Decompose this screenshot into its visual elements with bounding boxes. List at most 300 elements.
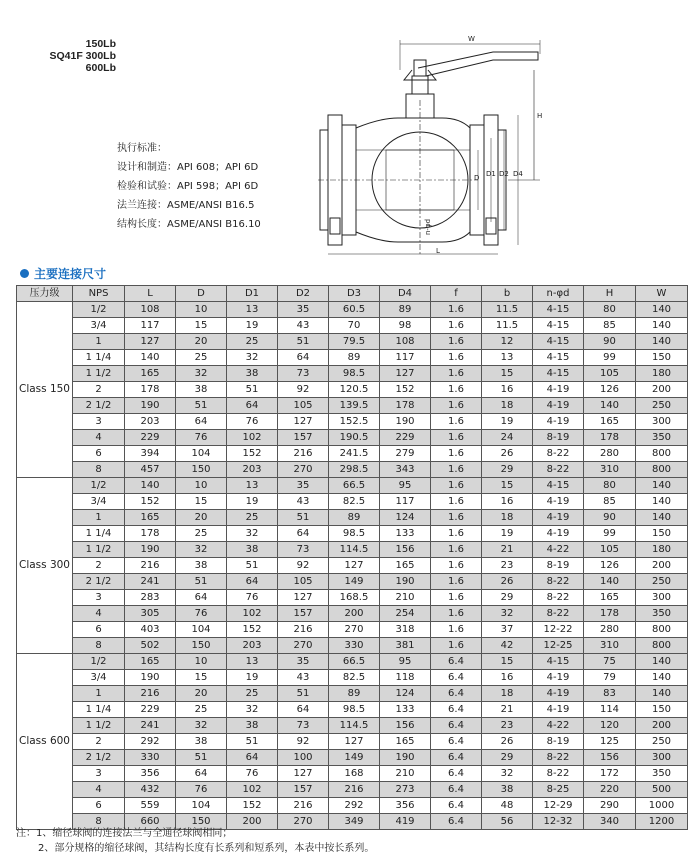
table-cell: 178	[125, 382, 176, 398]
dim-l-label: L	[436, 247, 440, 255]
table-cell: 125	[584, 734, 636, 750]
table-cell: 105	[278, 398, 329, 414]
model-designation	[46, 38, 116, 74]
table-cell: 1.6	[431, 494, 482, 510]
table-cell: 126	[584, 382, 636, 398]
table-cell: 1 1/4	[73, 350, 125, 366]
table-cell: 1/2	[73, 302, 125, 318]
table-cell: 20	[176, 686, 227, 702]
table-cell: 165	[125, 510, 176, 526]
table-cell: 241.5	[329, 446, 380, 462]
table-row	[17, 398, 688, 414]
table-cell: 229	[125, 430, 176, 446]
table-cell: 200	[636, 382, 688, 398]
header-cell: b	[482, 286, 533, 302]
table-cell: 76	[176, 606, 227, 622]
table-cell: 127	[125, 334, 176, 350]
table-cell: 118	[380, 670, 431, 686]
table-cell: 127	[278, 590, 329, 606]
table-cell: 25	[176, 702, 227, 718]
table-cell: 152	[227, 446, 278, 462]
table-cell: 8	[73, 638, 125, 654]
table-row	[17, 542, 688, 558]
table-cell: 140	[125, 478, 176, 494]
dim-d-label: D	[474, 174, 480, 182]
table-cell: 79	[584, 670, 636, 686]
table-cell: 23	[482, 718, 533, 734]
table-cell: 8-19	[533, 558, 584, 574]
header-cell: D4	[380, 286, 431, 302]
table-header-row	[17, 286, 688, 302]
table-cell: 1.6	[431, 398, 482, 414]
table-cell: 1	[73, 510, 125, 526]
table-cell: 180	[636, 366, 688, 382]
table-cell: 6	[73, 622, 125, 638]
table-cell: 292	[125, 734, 176, 750]
table-cell: 157	[278, 606, 329, 622]
table-cell: 203	[227, 462, 278, 478]
table-cell: 190	[380, 574, 431, 590]
table-cell: 1.6	[431, 574, 482, 590]
header-cell: H	[584, 286, 636, 302]
table-cell: 25	[176, 350, 227, 366]
table-cell: 203	[227, 638, 278, 654]
table-cell: 26	[482, 574, 533, 590]
table-cell: 18	[482, 510, 533, 526]
table-cell: 4	[73, 782, 125, 798]
table-cell: 210	[380, 766, 431, 782]
table-cell: 4-19	[533, 382, 584, 398]
table-cell: 6.4	[431, 814, 482, 830]
table-cell: 20	[176, 510, 227, 526]
table-cell: 190	[380, 414, 431, 430]
table-cell: 2	[73, 734, 125, 750]
table-cell: 200	[329, 606, 380, 622]
model-line-300: SQ41F 300Lb	[49, 50, 116, 62]
table-cell: 150	[176, 462, 227, 478]
table-row	[17, 430, 688, 446]
table-row	[17, 382, 688, 398]
table-cell: 85	[584, 494, 636, 510]
table-cell: 6	[73, 446, 125, 462]
header-cell: W	[636, 286, 688, 302]
table-cell: 4-19	[533, 494, 584, 510]
table-cell: 157	[278, 430, 329, 446]
table-cell: 1	[73, 334, 125, 350]
table-row	[17, 334, 688, 350]
table-cell: 1 1/2	[73, 718, 125, 734]
table-cell: 120	[584, 718, 636, 734]
table-cell: 15	[482, 478, 533, 494]
table-cell: 117	[380, 350, 431, 366]
header-cell: 压力级	[17, 286, 73, 302]
table-cell: 3	[73, 766, 125, 782]
table-cell: 6.4	[431, 670, 482, 686]
table-cell: 64	[227, 750, 278, 766]
standard-flange: 法兰连接：ASME/ANSI B16.5	[117, 200, 255, 211]
table-cell: 4-19	[533, 686, 584, 702]
table-cell: 2 1/2	[73, 574, 125, 590]
table-cell: 73	[278, 718, 329, 734]
table-row	[17, 638, 688, 654]
table-cell: 37	[482, 622, 533, 638]
table-cell: 4-19	[533, 526, 584, 542]
table-cell: 270	[329, 622, 380, 638]
table-cell: 305	[125, 606, 176, 622]
table-cell: 318	[380, 622, 431, 638]
table-cell: 1 1/4	[73, 526, 125, 542]
table-cell: 15	[176, 670, 227, 686]
table-cell: 4	[73, 606, 125, 622]
table-cell: 168	[329, 766, 380, 782]
table-cell: 6.4	[431, 766, 482, 782]
table-cell: 150	[636, 526, 688, 542]
table-cell: 38	[176, 734, 227, 750]
table-cell: 8-22	[533, 606, 584, 622]
table-cell: 12	[482, 334, 533, 350]
header-cell: D1	[227, 286, 278, 302]
table-cell: 4-15	[533, 654, 584, 670]
table-row	[17, 622, 688, 638]
table-cell: 1000	[636, 798, 688, 814]
table-cell: 1.6	[431, 382, 482, 398]
standard-design: 设计和制造：API 608；API 6D	[117, 162, 259, 173]
table-cell: 1.6	[431, 446, 482, 462]
table-cell: 3	[73, 590, 125, 606]
table-cell: 92	[278, 382, 329, 398]
table-cell: 76	[176, 430, 227, 446]
table-cell: 178	[584, 430, 636, 446]
table-cell: 35	[278, 302, 329, 318]
table-cell: 4-15	[533, 350, 584, 366]
dim-nphid-label: n-φd	[424, 218, 432, 235]
table-cell: 35	[278, 654, 329, 670]
table-cell: 12-22	[533, 622, 584, 638]
table-cell: 126	[584, 558, 636, 574]
table-cell: 3/4	[73, 318, 125, 334]
table-cell: 290	[584, 798, 636, 814]
table-cell: 117	[380, 494, 431, 510]
table-cell: 150	[176, 638, 227, 654]
table-cell: 559	[125, 798, 176, 814]
table-cell: 457	[125, 462, 176, 478]
table-row	[17, 510, 688, 526]
table-cell: 190	[125, 670, 176, 686]
valve-drawing	[318, 30, 558, 255]
table-cell: 310	[584, 638, 636, 654]
table-cell: 104	[176, 446, 227, 462]
table-cell: 8-22	[533, 446, 584, 462]
table-cell: 152	[380, 382, 431, 398]
table-cell: 8-25	[533, 782, 584, 798]
table-cell: 190	[380, 750, 431, 766]
table-cell: 127	[278, 414, 329, 430]
table-cell: 270	[278, 814, 329, 830]
table-cell: 114.5	[329, 542, 380, 558]
table-cell: 1.6	[431, 366, 482, 382]
table-cell: 4-19	[533, 510, 584, 526]
table-cell: 4-19	[533, 414, 584, 430]
table-cell: 108	[125, 302, 176, 318]
table-cell: 70	[329, 318, 380, 334]
header-cell: D2	[278, 286, 329, 302]
table-cell: 10	[176, 478, 227, 494]
dim-h-label: H	[537, 112, 543, 120]
table-cell: 51	[227, 382, 278, 398]
table-cell: 190	[125, 398, 176, 414]
table-cell: 98.5	[329, 526, 380, 542]
table-cell: 200	[636, 718, 688, 734]
table-cell: 270	[278, 462, 329, 478]
table-cell: 76	[227, 414, 278, 430]
table-cell: 1.6	[431, 542, 482, 558]
table-cell: 4-15	[533, 366, 584, 382]
table-cell: 3/4	[73, 494, 125, 510]
table-cell: 140	[125, 350, 176, 366]
table-row	[17, 782, 688, 798]
table-cell: 32	[227, 702, 278, 718]
table-cell: 8-22	[533, 766, 584, 782]
table-cell: 51	[278, 510, 329, 526]
table-cell: 85	[584, 318, 636, 334]
table-cell: 292	[329, 798, 380, 814]
pressure-class-cell: Class 150	[17, 302, 73, 478]
table-cell: 89	[329, 510, 380, 526]
table-cell: 1.6	[431, 606, 482, 622]
dimension-table	[16, 285, 688, 830]
table-cell: 241	[125, 574, 176, 590]
table-cell: 140	[636, 654, 688, 670]
table-cell: 1.6	[431, 590, 482, 606]
table-cell: 98	[380, 318, 431, 334]
table-cell: 19	[482, 526, 533, 542]
table-row	[17, 686, 688, 702]
table-cell: 149	[329, 750, 380, 766]
table-row	[17, 414, 688, 430]
table-cell: 1.6	[431, 622, 482, 638]
table-cell: 12-29	[533, 798, 584, 814]
table-cell: 1/2	[73, 478, 125, 494]
table-cell: 210	[380, 590, 431, 606]
table-cell: 149	[329, 574, 380, 590]
table-cell: 394	[125, 446, 176, 462]
table-cell: 11.5	[482, 318, 533, 334]
table-cell: 1.6	[431, 302, 482, 318]
table-cell: 190	[125, 542, 176, 558]
table-cell: 43	[278, 670, 329, 686]
table-cell: 350	[636, 766, 688, 782]
table-cell: 25	[227, 510, 278, 526]
table-cell: 48	[482, 798, 533, 814]
header-cell: NPS	[73, 286, 125, 302]
table-cell: 114.5	[329, 718, 380, 734]
section-title-text: 主要连接尺寸	[34, 267, 107, 281]
table-cell: 200	[227, 814, 278, 830]
table-cell: 64	[278, 526, 329, 542]
table-cell: 6.4	[431, 734, 482, 750]
table-cell: 343	[380, 462, 431, 478]
table-cell: 349	[329, 814, 380, 830]
table-cell: 76	[176, 782, 227, 798]
table-cell: 279	[380, 446, 431, 462]
table-cell: 300	[636, 750, 688, 766]
table-cell: 29	[482, 590, 533, 606]
table-cell: 8	[73, 814, 125, 830]
standard-inspection: 检验和试验：API 598；API 6D	[117, 181, 259, 192]
table-cell: 8-22	[533, 590, 584, 606]
table-cell: 280	[584, 446, 636, 462]
table-cell: 8-22	[533, 462, 584, 478]
table-cell: 3/4	[73, 670, 125, 686]
table-cell: 165	[380, 558, 431, 574]
table-row	[17, 766, 688, 782]
table-cell: 102	[227, 430, 278, 446]
table-cell: 51	[176, 574, 227, 590]
table-cell: 340	[584, 814, 636, 830]
table-cell: 64	[176, 590, 227, 606]
table-cell: 32	[176, 366, 227, 382]
table-cell: 310	[584, 462, 636, 478]
table-cell: 6.4	[431, 718, 482, 734]
table-cell: 1.6	[431, 526, 482, 542]
table-cell: 95	[380, 654, 431, 670]
table-cell: 19	[227, 318, 278, 334]
table-cell: 165	[584, 590, 636, 606]
model-line-600: 600Lb	[85, 62, 116, 74]
table-cell: 38	[227, 542, 278, 558]
table-cell: 19	[482, 414, 533, 430]
table-cell: 26	[482, 446, 533, 462]
table-row	[17, 718, 688, 734]
table-cell: 10	[176, 654, 227, 670]
table-cell: 89	[380, 302, 431, 318]
table-cell: 66.5	[329, 478, 380, 494]
table-cell: 108	[380, 334, 431, 350]
table-cell: 32	[227, 526, 278, 542]
table-cell: 178	[125, 526, 176, 542]
bullet-icon	[20, 269, 29, 278]
table-cell: 8-19	[533, 734, 584, 750]
table-cell: 216	[278, 622, 329, 638]
table-cell: 2	[73, 382, 125, 398]
table-cell: 26	[482, 734, 533, 750]
table-cell: 12-25	[533, 638, 584, 654]
table-cell: 152	[227, 798, 278, 814]
table-cell: 178	[584, 606, 636, 622]
table-cell: 51	[278, 686, 329, 702]
table-cell: 800	[636, 462, 688, 478]
table-cell: 38	[176, 382, 227, 398]
table-cell: 92	[278, 558, 329, 574]
table-cell: 100	[278, 750, 329, 766]
table-row	[17, 558, 688, 574]
table-cell: 3	[73, 414, 125, 430]
table-cell: 203	[125, 414, 176, 430]
table-cell: 82.5	[329, 494, 380, 510]
table-cell: 105	[584, 366, 636, 382]
header-cell: D	[176, 286, 227, 302]
table-row	[17, 478, 688, 494]
table-row	[17, 446, 688, 462]
table-cell: 89	[329, 350, 380, 366]
table-cell: 381	[380, 638, 431, 654]
table-cell: 660	[125, 814, 176, 830]
table-cell: 102	[227, 606, 278, 622]
table-cell: 25	[176, 526, 227, 542]
table-cell: 25	[227, 334, 278, 350]
table-cell: 82.5	[329, 670, 380, 686]
table-cell: 13	[482, 350, 533, 366]
table-body	[17, 302, 688, 830]
table-cell: 104	[176, 622, 227, 638]
table-cell: 156	[380, 542, 431, 558]
table-cell: 15	[176, 494, 227, 510]
table-cell: 13	[227, 302, 278, 318]
table-cell: 229	[125, 702, 176, 718]
table-cell: 6.4	[431, 798, 482, 814]
table-cell: 2	[73, 558, 125, 574]
notes	[16, 826, 374, 856]
table-cell: 152.5	[329, 414, 380, 430]
table-cell: 156	[584, 750, 636, 766]
table-cell: 8-19	[533, 430, 584, 446]
table-cell: 432	[125, 782, 176, 798]
table-cell: 140	[636, 494, 688, 510]
table-cell: 140	[636, 302, 688, 318]
table-row	[17, 494, 688, 510]
table-cell: 43	[278, 318, 329, 334]
table-cell: 16	[482, 494, 533, 510]
table-cell: 140	[636, 318, 688, 334]
table-cell: 150	[636, 350, 688, 366]
table-cell: 216	[278, 798, 329, 814]
note-1: 注：1、缩径球阀的连接法兰与全通径球阀相同；	[16, 828, 233, 839]
table-cell: 300	[636, 590, 688, 606]
table-row	[17, 734, 688, 750]
table-cell: 1.6	[431, 478, 482, 494]
table-cell: 29	[482, 750, 533, 766]
table-cell: 64	[278, 350, 329, 366]
standards-block	[117, 139, 261, 234]
table-cell: 172	[584, 766, 636, 782]
table-cell: 140	[584, 574, 636, 590]
table-cell: 4-15	[533, 478, 584, 494]
table-cell: 13	[227, 478, 278, 494]
table-row	[17, 606, 688, 622]
table-cell: 4-22	[533, 718, 584, 734]
dim-d2-label: D2	[499, 170, 509, 178]
dim-w-label: W	[468, 35, 475, 43]
table-cell: 51	[176, 750, 227, 766]
table-cell: 99	[584, 526, 636, 542]
table-cell: 4-22	[533, 542, 584, 558]
table-cell: 38	[227, 718, 278, 734]
table-cell: 90	[584, 510, 636, 526]
table-cell: 4-19	[533, 702, 584, 718]
table-cell: 32	[176, 718, 227, 734]
header-cell: D3	[329, 286, 380, 302]
table-cell: 1/2	[73, 654, 125, 670]
table-cell: 127	[329, 734, 380, 750]
table-cell: 104	[176, 798, 227, 814]
table-cell: 4-19	[533, 670, 584, 686]
table-cell: 1.6	[431, 430, 482, 446]
table-cell: 330	[329, 638, 380, 654]
table-cell: 1	[73, 686, 125, 702]
table-row	[17, 590, 688, 606]
table-cell: 124	[380, 510, 431, 526]
table-row	[17, 350, 688, 366]
